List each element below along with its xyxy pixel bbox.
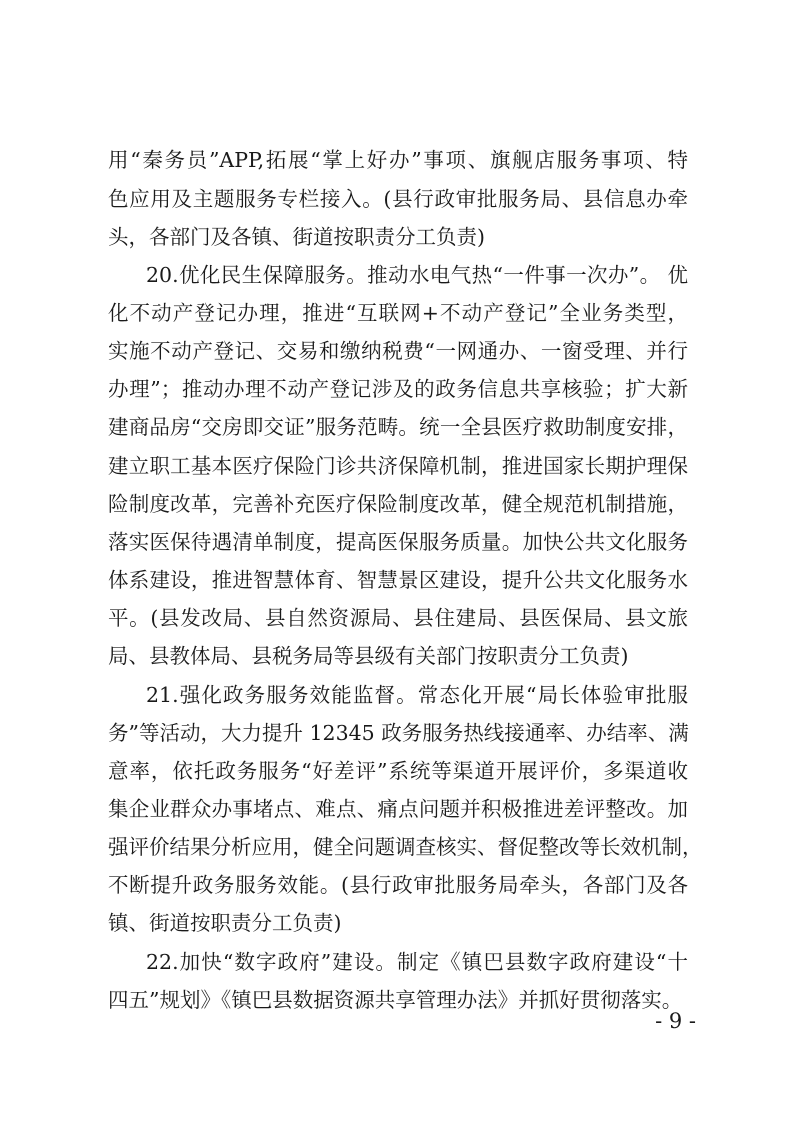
text-line: 建立职工基本医疗保险门诊共济保障机制，推进国家长期护理保 [108,454,688,478]
text-line: 平。(县发改局、县自然资源局、县住建局、县医保局、县文旅 [108,606,688,630]
text-line: 险制度改革，完善补充医疗保险制度改革，健全规范机制措施， [108,492,688,516]
text-line: 头，各部门及各镇、街道按职责分工负责) [108,225,485,249]
text-line: 集企业群众办事堵点、难点、痛点问题并积极推进差评整改。加 [108,797,688,821]
text-line: 务”等活动，大力提升 12345 政务服务热线接通率、办结率、满 [108,721,689,745]
text-line: 不断提升政务服务效能。(县行政审批服务局牵头，各部门及各 [108,873,688,897]
text-line: 四五”规划》《镇巴县数据资源共享管理办法》并抓好贯彻落实。 [108,988,683,1012]
text-line: 色应用及主题服务专栏接入。(县行政审批服务局、县信息办牵 [108,187,688,211]
paragraph-21-heading-line: 21.强化政务服务效能监督。常态化开展“局长体验审批服 [146,683,688,707]
text-line: 化不动产登记办理，推进“互联网+不动产登记”全业务类型， [108,301,688,325]
paragraph-20-heading-line: 20.优化民生保障服务。推动水电气热“一件事一次办”。 优 [146,263,688,287]
text-line: 镇、街道按职责分工负责) [108,911,342,935]
page-number: - 9 - [655,1009,696,1033]
text-line: 建商品房“交房即交证”服务范畴。统一全县医疗救助制度安排， [108,415,688,439]
text-line: 办理”；推动办理不动产登记涉及的政务信息共享核验；扩大新 [108,377,688,401]
text-line: 落实医保待遇清单制度，提高医保服务质量。加快公共文化服务 [108,530,688,554]
text-line: 意率，依托政务服务“好差评”系统等渠道开展评价，多渠道收 [108,759,688,783]
text-line: 用“秦务员”APP,拓展“掌上好办”事项、旗舰店服务事项、特 [108,148,688,172]
paragraph-22-heading-line: 22.加快“数字政府”建设。制定《镇巴县数字政府建设“十 [146,950,688,974]
text-line: 体系建设，推进智慧体育、智慧景区建设，提升公共文化服务水 [108,568,688,592]
text-line: 局、县教体局、县税务局等县级有关部门按职责分工负责) [108,644,629,668]
text-line: 强评价结果分析应用，健全问题调查核实、督促整改等长效机制， [108,835,703,859]
text-line: 实施不动产登记、交易和缴纳税费“一网通办、一窗受理、并行 [108,339,688,363]
